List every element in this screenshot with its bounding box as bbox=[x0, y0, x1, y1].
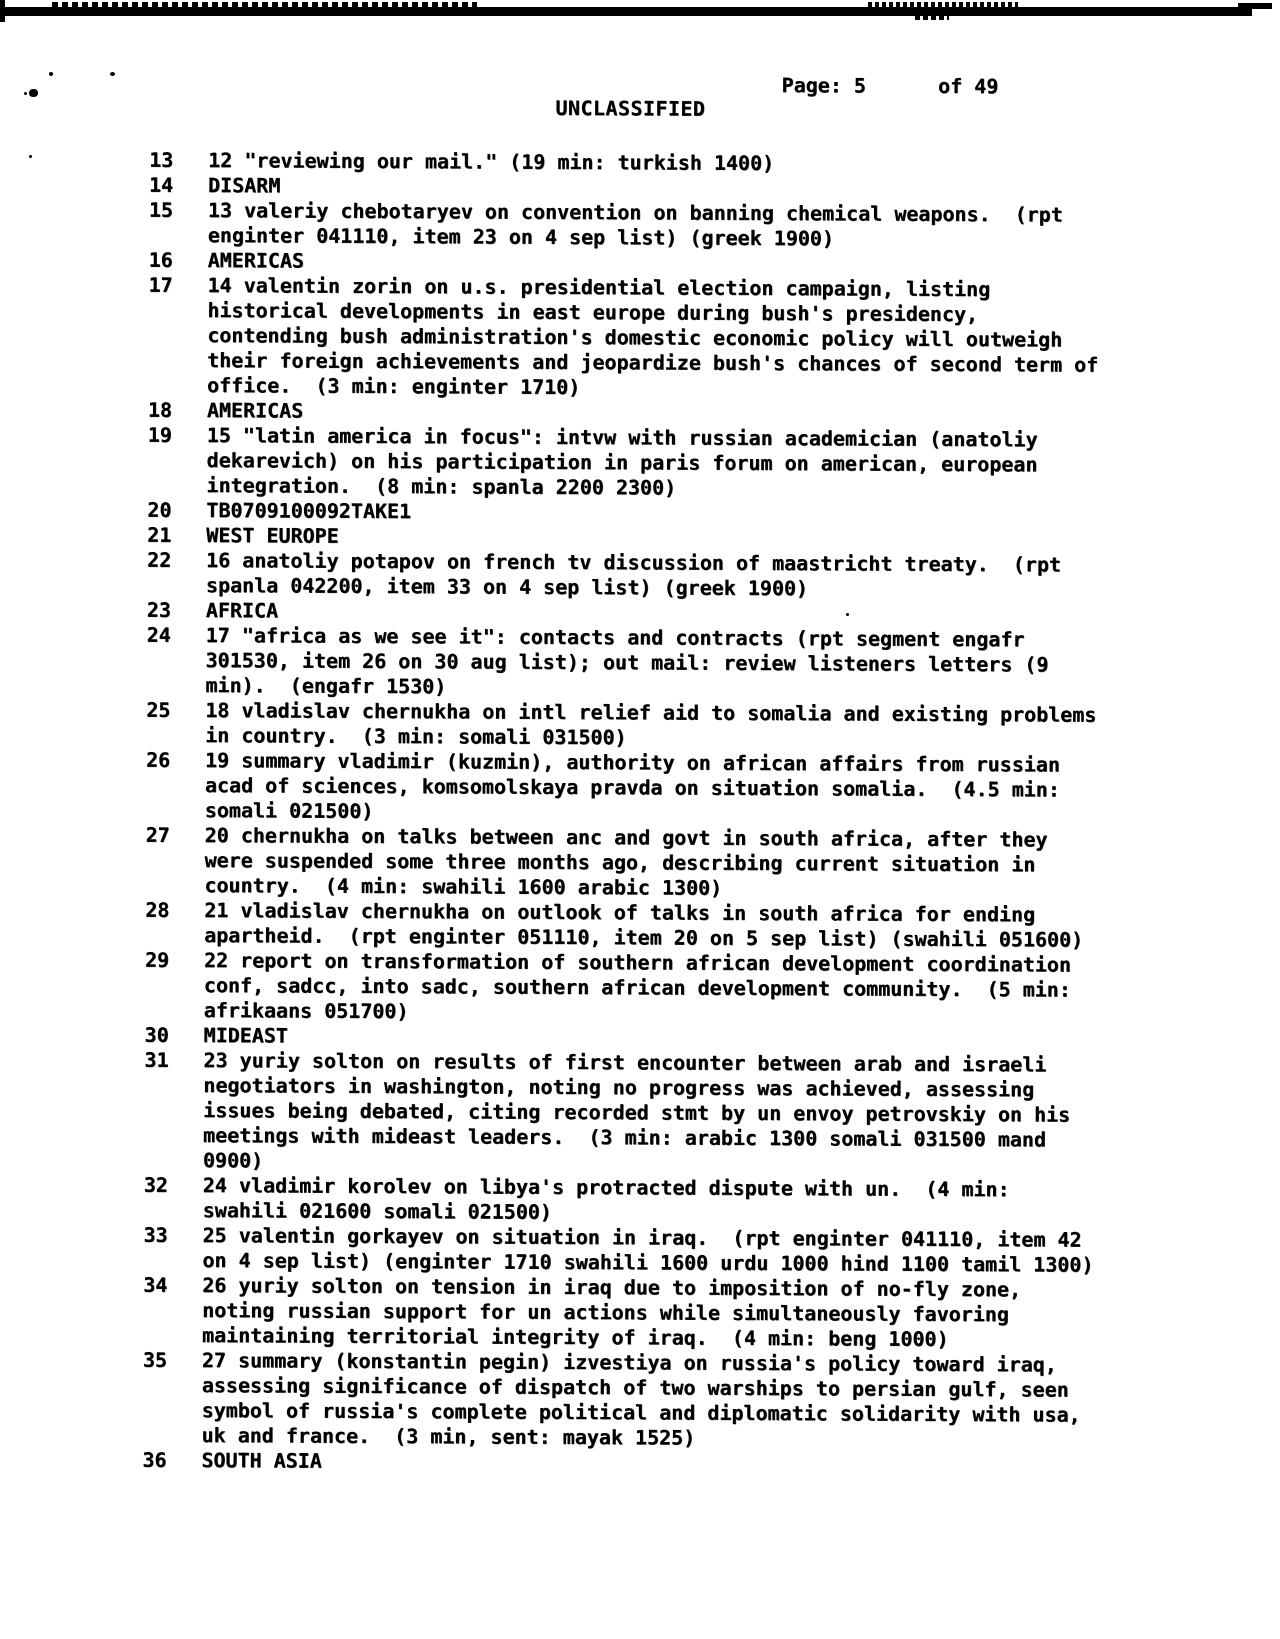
list-item bbox=[146, 748, 1096, 828]
item-text: AMERICAS bbox=[207, 248, 305, 273]
line-number: 30 bbox=[144, 1022, 169, 1047]
item-list bbox=[142, 148, 1099, 1478]
list-item bbox=[142, 1448, 1092, 1478]
item-text: 19 summary vladimir (kuzmin), authority on african affairs from russian acad of sciences, komsomolskaya pravda on situation somalia. (4.5 min: somali 021500) bbox=[204, 748, 1060, 823]
item-text: 18 vladislav chernukha on intl relief aid to somalia and existing problems in country. (3 min: somali 031500) bbox=[205, 698, 1097, 750]
line-number: 13 bbox=[149, 147, 174, 172]
item-text: 16 anatoliy potapov on french tv discussion of maastricht treaty. (rpt spanla 042200, item 33 on 4 sep list) (greek 1900) bbox=[205, 548, 1062, 601]
line-number: 19 bbox=[147, 422, 172, 447]
list-item bbox=[142, 1348, 1093, 1453]
item-text: DISARM bbox=[207, 173, 281, 198]
item-text: MIDEAST bbox=[203, 1023, 288, 1048]
line-number: 15 bbox=[148, 197, 174, 222]
line-number: 27 bbox=[145, 822, 170, 847]
list-item bbox=[143, 1273, 1093, 1353]
item-text: WEST EUROPE bbox=[206, 523, 339, 548]
line-number: 22 bbox=[147, 547, 172, 572]
list-item bbox=[148, 273, 1099, 403]
line-number: 29 bbox=[144, 947, 170, 972]
line-number: 28 bbox=[145, 897, 170, 922]
item-text: TB0709100092TAKE1 bbox=[206, 498, 412, 524]
item-text: SOUTH ASIA bbox=[201, 1448, 322, 1473]
item-text: 22 report on transformation of southern african development coordination conf, sadcc, into sadc, southern african development community. (5 min: afrikaans 051700) bbox=[203, 948, 1071, 1024]
line-number: 14 bbox=[148, 172, 174, 197]
list-item bbox=[145, 898, 1095, 953]
line-number: 31 bbox=[144, 1047, 169, 1072]
list-item bbox=[145, 948, 1095, 1028]
line-number: 16 bbox=[148, 247, 173, 272]
line-number: 35 bbox=[142, 1347, 168, 1372]
line-number: 17 bbox=[148, 272, 173, 297]
list-item bbox=[144, 1048, 1095, 1178]
list-item bbox=[144, 1173, 1094, 1228]
item-text: 23 yuriy solton on results of first encounter between arab and israeli negotiators in washington, noting no progress was achieved, assessing issues being debated, citing recorded stmt by un envoy petrovskiy on his meetings with mideast leaders. (3 min: arabic 1300 somali 031500 mand 0900) bbox=[202, 1048, 1071, 1173]
item-text: 13 valeriy chebotaryev on convention on banning chemical weapons. (rpt enginter 041110, item 23 on 4 sep list) (greek 1900) bbox=[207, 198, 1063, 251]
line-number: 36 bbox=[142, 1447, 167, 1472]
list-item bbox=[146, 698, 1096, 753]
item-text: AMERICAS bbox=[206, 398, 304, 423]
line-number: 26 bbox=[145, 747, 171, 772]
item-text: 12 "reviewing our mail." (19 min: turkish 1400) bbox=[208, 148, 775, 176]
item-text: 21 vladislav chernukha on outlook of talks in south africa for ending apartheid. (rpt enginter 051110, item 20 on 5 sep list) (swahili 051600) bbox=[204, 898, 1084, 952]
list-item bbox=[146, 623, 1096, 703]
line-number: 21 bbox=[147, 522, 172, 547]
line-number: 32 bbox=[143, 1172, 168, 1197]
list-item bbox=[145, 823, 1095, 903]
list-item bbox=[149, 198, 1099, 253]
line-number: 34 bbox=[143, 1272, 168, 1297]
line-number: 33 bbox=[143, 1222, 168, 1247]
line-number: 23 bbox=[146, 597, 171, 622]
item-text: 15 "latin america in focus": intvw with russian academician (anatoliy dekarevich) on his participation in paris forum on american, european integration. (8 min: spanla 2200 2300) bbox=[206, 423, 1038, 500]
item-text: 27 summary (konstantin pegin) izvestiya on russia's policy toward iraq, assessing significance of dispatch of two warships to persian gulf, seen symbol of russia's complete political and diplomatic solidarity with usa, uk and france. (3 min, sent: mayak 1525) bbox=[201, 1348, 1081, 1450]
list-item bbox=[149, 148, 1099, 178]
line-number: 20 bbox=[147, 497, 172, 522]
page-indicator: Page: 5 of 49 bbox=[781, 73, 999, 99]
item-text: 26 yuriy solton on tension in iraq due to imposition of no-fly zone, noting russian support for un actions while simultaneously favoring maintaining territorial integrity of iraq. (4 min: beng 1000) bbox=[201, 1273, 1022, 1351]
item-text: 24 vladimir korolev on libya's protracted dispute with un. (4 min: swahili 021600 somali 021500) bbox=[202, 1173, 1010, 1224]
line-number: 24 bbox=[146, 622, 171, 647]
item-text: AFRICA bbox=[205, 598, 279, 623]
item-text: 14 valentin zorin on u.s. presidential election campaign, listing historical developments in east europe during bush's presidency, contending bush administration's domestic economic policy will outweigh their foreign achievements and jeopardize bush's chances of second term of office. (3 min: enginter 1710) bbox=[206, 273, 1099, 400]
line-number: 18 bbox=[147, 397, 173, 422]
list-item bbox=[147, 423, 1097, 503]
list-item bbox=[147, 548, 1097, 603]
line-number: 25 bbox=[146, 697, 171, 722]
item-text: 25 valentin gorkayev on situation in iraq. (rpt enginter 041110, item 42 on 4 sep list) (enginter 1710 swahili 1600 urdu 1000 hind 1100 tamil 1300) bbox=[202, 1223, 1094, 1277]
classification-header: UNCLASSIFIED bbox=[555, 95, 706, 121]
item-text: 17 "africa as we see it": contacts and contracts (rpt segment engafr 301530, item 26 on 30 aug list); out mail: review listeners letters (9 min). (engafr 1530) bbox=[205, 623, 1049, 699]
item-text: 20 chernukha on talks between anc and govt in south africa, after they were suspended some three months ago, describing current situation in country. (4 min: swahili 1600 arabic 1300) bbox=[204, 823, 1048, 900]
list-item bbox=[143, 1223, 1093, 1278]
